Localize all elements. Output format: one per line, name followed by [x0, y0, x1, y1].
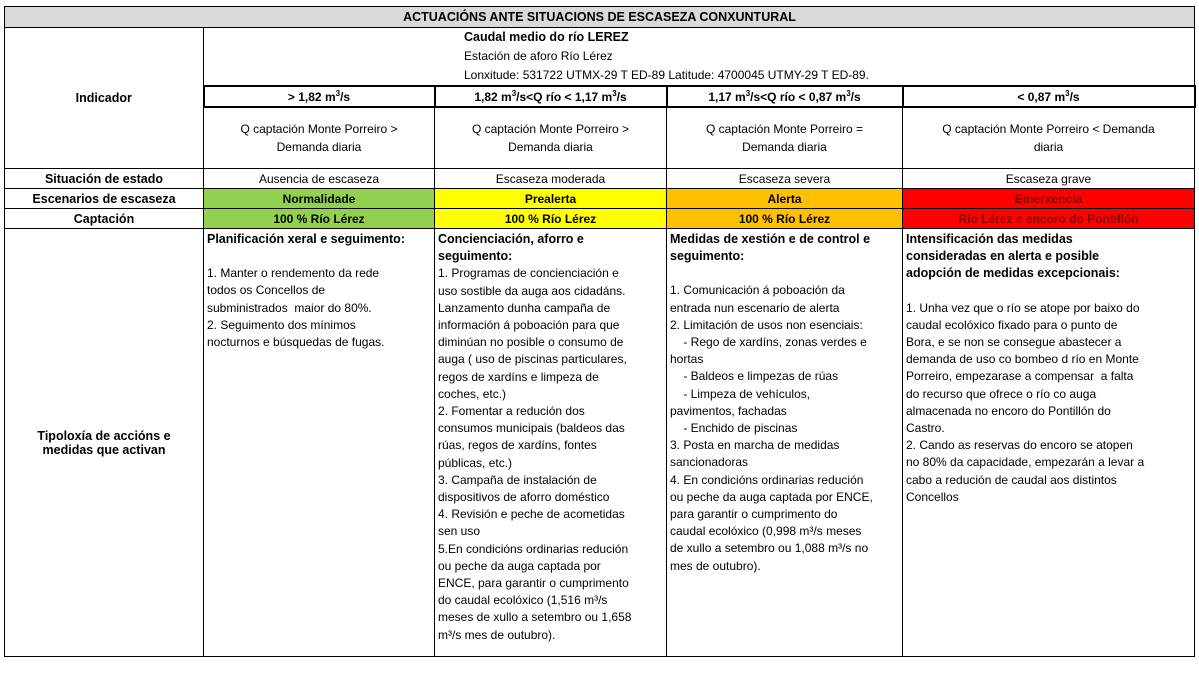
situation-2: Escaseza moderada — [435, 169, 667, 189]
action-line: no 80% da capacidade, empezarán a levar a — [906, 455, 1145, 470]
action-line: 2. Seguimento dos mínimos — [207, 317, 356, 332]
action-line: 2. Limitación de usos non esenciais: — [670, 317, 863, 332]
action-line: para garantir o cumprimento do — [670, 507, 838, 522]
capture-label: Captación — [5, 209, 204, 229]
situation-1: Ausencia de escaseza — [204, 169, 435, 189]
scenario-alerta: Alerta — [667, 189, 903, 209]
situation-label: Situación de estado — [5, 169, 204, 189]
scenario-label: Escenarios de escaseza — [5, 189, 204, 209]
action-heading: seguimento: — [670, 249, 745, 264]
action-line: caudal ecolóxico fixado para o punto de — [906, 317, 1118, 332]
action-heading: adopción de medidas excepcionais: — [906, 266, 1120, 281]
action-line: Castro. — [906, 421, 945, 436]
station-coordinates: Lonxitude: 531722 UTMX-29 T ED-89 Latitude: 4700045 UTMY-29 T ED-89. — [464, 68, 869, 82]
action-line — [207, 248, 431, 265]
escaseza-table — [4, 6, 1196, 657]
station-name: Estación de aforo Río Lérez — [464, 49, 613, 63]
action-line: 5.En condicións ordinarias redución — [438, 541, 629, 556]
indicator-header-row — [5, 28, 1195, 87]
capture-row — [5, 209, 1195, 229]
action-line: 1. Programas de concienciación e — [438, 266, 619, 281]
capture-1: 100 % Río Lérez — [204, 209, 435, 229]
situation-row — [5, 169, 1195, 189]
action-line: caudal ecolóxico (0,998 m³/s meses — [670, 524, 862, 539]
action-line: do caudal ecolóxico (1,516 m³/s — [438, 593, 608, 608]
action-line: m³/s mes de outubro). — [438, 627, 556, 642]
action-line: - Enchido de piscinas — [670, 421, 798, 436]
threshold-2: 1,82 $m^3/s<Q$ río < 1,17 $m^3/s$ — [435, 86, 667, 107]
title-row — [5, 7, 1195, 28]
action-line: Lanzamento dunha campaña de — [438, 300, 611, 315]
action-line: diminúan no posible o consumo de — [438, 335, 624, 350]
action-line: 1. Unha vez que o río se atope por baixo do — [906, 300, 1140, 315]
action-line: Bora, e se non se consegue abastecer a — [906, 335, 1122, 350]
action-line: ou peche da auga captada por — [438, 558, 601, 573]
action-heading: Planificación xeral e seguimento: — [207, 232, 405, 246]
action-line: uso sostible da auga aos cidadáns. — [438, 283, 626, 298]
scenario-normalidade: Normalidade — [204, 189, 435, 209]
action-line: subministrados maior do 80%. — [207, 300, 372, 315]
situation-4: Escaseza grave — [903, 169, 1195, 189]
action-line: sen uso — [438, 524, 481, 539]
action-line: cabo a redución de caudal aos distintos — [906, 472, 1117, 487]
action-line: entrada nun escenario de alerta — [670, 300, 840, 315]
action-line: - Limpeza de vehículos, — [670, 386, 811, 401]
condition-1: Q captación Monte Porreiro > Demanda diaria — [204, 107, 435, 169]
action-line: mes de outubro). — [670, 558, 761, 573]
condition-3: Q captación Monte Porreiro = Demanda diaria — [667, 107, 903, 169]
actions-prealerta — [435, 229, 667, 657]
action-line: información á poboación para que — [438, 318, 620, 333]
action-line: ou peche da auga captada por ENCE, — [670, 489, 873, 504]
table-title: ACTUACIÓNS ANTE SITUACIONS DE ESCASEZA CONXUNTURAL — [5, 7, 1195, 28]
action-line: - Rego de xardíns, zonas verdes e — [670, 335, 867, 350]
scenario-prealerta: Prealerta — [435, 189, 667, 209]
capture-3: 100 % Río Lérez — [667, 209, 903, 229]
indicator-label: Indicador — [5, 28, 204, 169]
action-line: auga ( uso de piscinas particulares, — [438, 352, 627, 367]
action-line: Concellos — [906, 489, 959, 504]
river-flow-title: Caudal medio do río LEREZ — [464, 30, 629, 44]
capture-2: 100 % Río Lérez — [435, 209, 667, 229]
scenario-row — [5, 189, 1195, 209]
action-line: 4. En condicións ordinarias redución — [670, 472, 864, 487]
condition-2: Q captación Monte Porreiro > Demanda diaria — [435, 107, 667, 169]
action-line: - Baldeos e limpezas de rúas — [670, 369, 839, 384]
action-line: rúas, regos de xardíns, fontes — [438, 438, 597, 453]
action-heading: Concienciación, aforro e — [438, 232, 584, 246]
action-line: 1. Comunicación á poboación da — [670, 283, 845, 298]
situation-3: Escaseza severa — [667, 169, 903, 189]
scenario-emerxencia: Emerxencia — [903, 189, 1195, 209]
action-line: hortas — [670, 352, 704, 367]
action-line: públicas, etc.) — [438, 455, 513, 470]
action-line: almacenada no encoro do Pontillón do — [906, 403, 1111, 418]
action-line: Porreiro, empezarase a compensar a falta — [906, 369, 1134, 384]
actions-alerta — [667, 229, 903, 657]
action-line: 3. Posta en marcha de medidas — [670, 438, 840, 453]
capture-4: Río Lérez e encoro do Pontillón — [903, 209, 1195, 229]
action-line: do recurso que ofrece o río co auga — [906, 386, 1097, 401]
condition-4: Q captación Monte Porreiro < Demanda diaria — [903, 107, 1195, 169]
action-line: meses de xullo a setembro ou 1,658 — [438, 610, 632, 625]
action-line: pavimentos, fachadas — [670, 403, 787, 418]
action-line: consumos municipais (baldeos das — [438, 421, 625, 436]
actions-normalidade — [204, 229, 435, 657]
action-heading: Intensificación das medidas — [906, 232, 1073, 246]
action-line: dispositivos de aforro doméstico — [438, 490, 610, 505]
threshold-1: > 1,82 $m^3/s$ — [204, 86, 435, 107]
action-heading: seguimento: — [438, 249, 513, 264]
action-line: 2. Fomentar a redución dos — [438, 404, 585, 419]
threshold-3: 1,17 $m^3/s<Q$ río < 0,87 $m^3/s$ — [667, 86, 903, 107]
action-line: regos de xardíns e limpeza de — [438, 369, 599, 384]
action-line: sancionadoras — [670, 455, 749, 470]
action-line: ENCE, para garantir o cumprimento — [438, 576, 629, 591]
action-line: 1. Manter o rendemento da rede — [207, 266, 380, 281]
action-line — [670, 265, 899, 282]
action-line: todos os Concellos de — [207, 283, 326, 298]
actions-emerxencia — [903, 229, 1195, 657]
gauge-station-info — [204, 28, 1195, 87]
action-heading: consideradas en alerta e posible — [906, 249, 1100, 264]
actions-label: Tipoloxía de accións e medidas que activan — [5, 229, 204, 657]
action-line: nocturnos e búsquedas de fugas. — [207, 335, 385, 350]
action-line: demanda de uso co bombeo d río en Monte — [906, 352, 1139, 367]
action-line — [906, 283, 1191, 300]
action-line: coches, etc.) — [438, 386, 507, 401]
action-heading: Medidas de xestión e de control e — [670, 232, 871, 246]
action-line: 2. Cando as reservas do encoro se atopen — [906, 438, 1133, 453]
actions-row — [5, 229, 1195, 657]
threshold-4: < 0,87 $m^3/s$ — [903, 86, 1195, 107]
action-line: 3. Campaña de instalación de — [438, 472, 597, 487]
action-line: de xullo a setembro ou 1,088 m³/s no — [670, 541, 869, 556]
action-line: 4. Revisión e peche de acometidas — [438, 507, 625, 522]
